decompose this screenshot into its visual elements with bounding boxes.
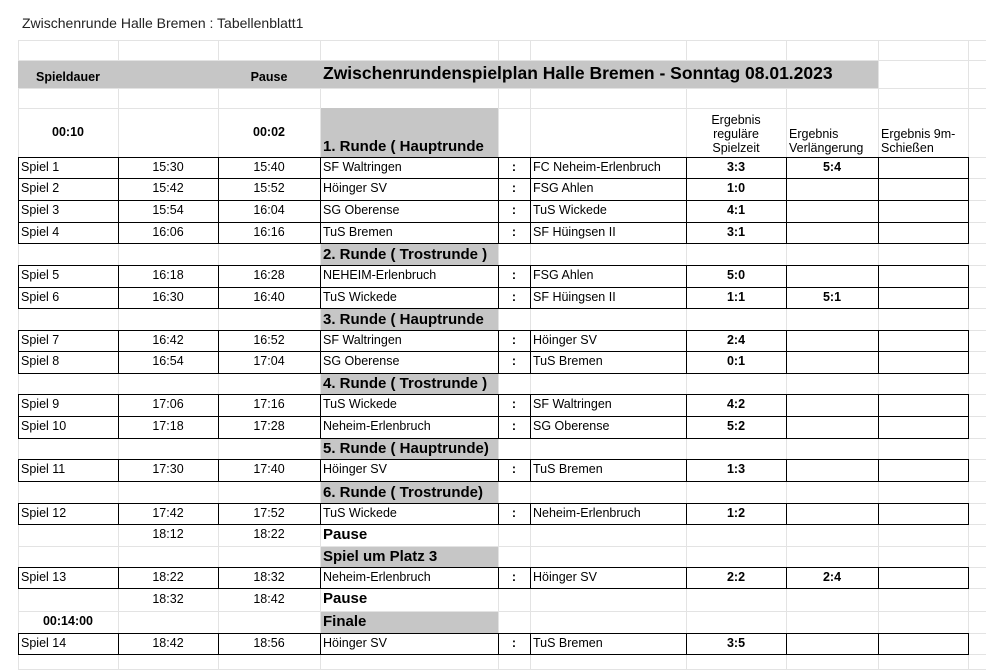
pause-start: 18:32 <box>152 591 184 606</box>
grid-line-h <box>18 40 986 41</box>
row-border-v <box>878 330 879 352</box>
spiel-label: Spiel 8 <box>21 354 60 369</box>
start-time: 17:42 <box>152 505 184 520</box>
result-extra <box>789 330 875 351</box>
vs-separator: : <box>511 268 517 283</box>
row-border-v <box>686 330 687 352</box>
row-border-v <box>530 157 531 179</box>
col-header-regular: Ergebnis reguläre Spielzeit <box>711 113 761 155</box>
row-border-v <box>118 503 119 525</box>
result-regular: 4:2 <box>726 397 746 412</box>
row-border-v <box>218 157 219 179</box>
row-border-v <box>968 459 969 482</box>
row-border-v <box>686 567 687 589</box>
vs-separator: : <box>511 181 517 196</box>
away-team: Höinger SV <box>533 332 597 347</box>
row-border-v <box>530 459 531 482</box>
document-title: Zwischenrunde Halle Bremen : Tabellenblatt1 <box>22 15 304 31</box>
row-border-v <box>118 157 119 179</box>
row-border-v <box>686 265 687 288</box>
row-border-v <box>18 287 19 309</box>
spiel-label: Spiel 9 <box>21 397 60 412</box>
spiel-label: Spiel 4 <box>21 224 60 239</box>
vs-separator: : <box>511 419 517 434</box>
row-border-v <box>18 178 19 201</box>
row-border-v <box>118 178 119 201</box>
round-title: Spiel um Platz 3 <box>323 547 438 565</box>
row-border-v <box>498 200 499 223</box>
start-time: 16:06 <box>152 224 184 239</box>
row-border-v <box>786 351 787 374</box>
row-border-v <box>530 416 531 439</box>
row-border-v <box>530 222 531 244</box>
result-extra: 5:4 <box>822 159 842 174</box>
end-time: 17:28 <box>253 419 285 434</box>
row-border-v <box>218 503 219 525</box>
vs-separator: : <box>511 224 517 239</box>
home-team: Höinger SV <box>323 181 387 196</box>
away-team: SF Waltringen <box>533 397 612 412</box>
row-border-v <box>18 567 19 589</box>
home-team: TuS Bremen <box>323 224 393 239</box>
row-border-v <box>320 503 321 525</box>
row-border-v <box>968 633 969 655</box>
result-extra: 2:4 <box>822 569 842 584</box>
row-border-v <box>686 178 687 201</box>
result-regular: 2:4 <box>726 332 746 347</box>
result-extra <box>789 633 875 654</box>
page-title: Zwischenrundenspielplan Halle Bremen - Sonntag 08.01.2023 <box>323 63 833 84</box>
result-penalty <box>881 459 965 481</box>
row-border-v <box>18 394 19 417</box>
header-spieldauer-label: Spieldauer <box>36 70 100 85</box>
row-border-v <box>686 459 687 482</box>
vs-separator: : <box>511 635 517 650</box>
row-border-v <box>498 416 499 439</box>
row-border-v <box>786 200 787 223</box>
row-border-v <box>686 222 687 244</box>
row-border-v <box>118 330 119 352</box>
vs-separator: : <box>511 505 517 520</box>
result-extra: 5:1 <box>822 289 842 304</box>
spiel-label: Spiel 11 <box>21 462 66 477</box>
start-time: 15:30 <box>152 159 184 174</box>
row-border-v <box>530 633 531 655</box>
row-border-v <box>118 265 119 288</box>
result-extra <box>789 459 875 481</box>
row-border-v <box>786 330 787 352</box>
pause-label: Pause <box>323 590 368 608</box>
row-border-v <box>498 265 499 288</box>
row-border-v <box>530 178 531 201</box>
row-border-v <box>968 222 969 244</box>
row-border-v <box>878 265 879 288</box>
row-border-v <box>320 330 321 352</box>
row-border-v <box>878 222 879 244</box>
row-border-v <box>218 287 219 309</box>
row-border-v <box>686 394 687 417</box>
home-team: Neheim-Erlenbruch <box>323 569 431 584</box>
home-team: SF Waltringen <box>323 332 402 347</box>
row-border-v <box>878 200 879 223</box>
row-border-v <box>218 178 219 201</box>
away-team: TuS Bremen <box>533 635 603 650</box>
result-regular: 1:2 <box>726 505 746 520</box>
row-border-v <box>686 351 687 374</box>
end-time: 17:40 <box>253 462 285 477</box>
result-regular: 3:3 <box>726 159 746 174</box>
row-border-v <box>118 200 119 223</box>
away-team: SF Hüingsen II <box>533 289 616 304</box>
result-penalty <box>881 265 965 287</box>
final-duration: 00:14:00 <box>42 614 94 629</box>
row-border-v <box>18 416 19 439</box>
row-border-v <box>530 330 531 352</box>
row-border-v <box>878 459 879 482</box>
home-team: Neheim-Erlenbruch <box>323 419 431 434</box>
row-border-v <box>968 178 969 201</box>
result-regular: 5:2 <box>726 419 746 434</box>
col-header-extra: Ergebnis Verlängerung <box>789 127 864 155</box>
row-border-v <box>530 265 531 288</box>
row-border-v <box>878 503 879 525</box>
row-border-v <box>498 633 499 655</box>
end-time: 15:40 <box>253 159 285 174</box>
home-team: TuS Wickede <box>323 397 397 412</box>
row-border-v <box>18 222 19 244</box>
row-border-v <box>498 503 499 525</box>
row-border-v <box>530 287 531 309</box>
row-border-v <box>530 200 531 223</box>
row-border-v <box>118 416 119 439</box>
result-penalty <box>881 351 965 373</box>
row-border-v <box>118 567 119 589</box>
result-regular: 1:0 <box>726 181 746 196</box>
row-border-v <box>878 178 879 201</box>
row-border-v <box>218 394 219 417</box>
spiel-label: Spiel 14 <box>21 635 67 650</box>
away-team: TuS Bremen <box>533 462 603 477</box>
result-regular: 1:3 <box>726 462 746 477</box>
row-border-v <box>218 265 219 288</box>
away-team: FSG Ahlen <box>533 268 594 283</box>
row-border-v <box>320 200 321 223</box>
row-border-v <box>686 200 687 223</box>
start-time: 16:42 <box>152 332 184 347</box>
row-border-v <box>878 157 879 179</box>
row-border-v <box>498 330 499 352</box>
end-time: 16:40 <box>253 289 285 304</box>
result-regular: 1:1 <box>726 289 746 304</box>
row-border-v <box>218 459 219 482</box>
home-team: SG Oberense <box>323 354 400 369</box>
start-time: 17:06 <box>152 397 184 412</box>
start-time: 17:30 <box>152 462 184 477</box>
final-title: Finale <box>323 612 367 630</box>
result-regular: 4:1 <box>726 203 746 218</box>
start-time: 17:18 <box>152 419 184 434</box>
col-header-penalty: Ergebnis 9m-Schießen <box>881 127 956 155</box>
result-penalty <box>881 567 965 588</box>
row-border-v <box>786 178 787 201</box>
spiel-label: Spiel 6 <box>21 289 60 304</box>
row-border-v <box>18 633 19 655</box>
round-title: 2. Runde ( Trostrunde ) <box>323 245 488 263</box>
row-border-v <box>320 567 321 589</box>
round-title: 5. Runde ( Hauptrunde) <box>323 439 489 457</box>
row-border-v <box>498 157 499 179</box>
row-border-v <box>498 567 499 589</box>
row-border-v <box>968 351 969 374</box>
row-border-v <box>218 633 219 655</box>
round-title: 4. Runde ( Trostrunde ) <box>323 374 488 392</box>
row-border-v <box>118 633 119 655</box>
row-border-v <box>786 222 787 244</box>
row-border-v <box>118 351 119 374</box>
result-extra <box>789 503 875 524</box>
row-border-v <box>498 222 499 244</box>
row-border-v <box>786 416 787 439</box>
row-border-v <box>118 459 119 482</box>
away-team: SF Hüingsen II <box>533 224 616 239</box>
row-border-v <box>118 394 119 417</box>
away-team: FC Neheim-Erlenbruch <box>533 159 661 174</box>
end-time: 18:32 <box>253 569 285 584</box>
home-team: NEHEIM-Erlenbruch <box>323 268 437 283</box>
result-penalty <box>881 157 965 178</box>
row-border-v <box>878 394 879 417</box>
row-border-v <box>530 567 531 589</box>
end-time: 16:28 <box>253 268 285 283</box>
row-border-v <box>878 287 879 309</box>
result-penalty <box>881 287 965 308</box>
row-border-v <box>968 503 969 525</box>
row-border-v <box>18 459 19 482</box>
result-regular: 5:0 <box>726 268 746 283</box>
row-border-v <box>320 459 321 482</box>
row-border-v <box>498 459 499 482</box>
home-team: SF Waltringen <box>323 159 402 174</box>
home-team: SG Oberense <box>323 203 400 218</box>
result-regular: 3:1 <box>726 224 746 239</box>
row-border-v <box>218 416 219 439</box>
row-border-v <box>118 222 119 244</box>
away-team: TuS Wickede <box>533 203 607 218</box>
spiel-label: Spiel 1 <box>21 159 60 174</box>
row-border-v <box>786 633 787 655</box>
result-penalty <box>881 503 965 524</box>
row-border-v <box>786 265 787 288</box>
start-time: 18:42 <box>152 635 184 650</box>
away-team: Neheim-Erlenbruch <box>533 505 641 520</box>
home-team: Höinger SV <box>323 635 387 650</box>
row-border-v <box>320 157 321 179</box>
home-team: TuS Wickede <box>323 289 397 304</box>
row-border-v <box>968 567 969 589</box>
row-border-v <box>968 265 969 288</box>
away-team: TuS Bremen <box>533 354 603 369</box>
spiel-label: Spiel 5 <box>21 268 60 283</box>
result-penalty <box>881 633 965 654</box>
start-time: 16:54 <box>152 354 184 369</box>
row-border-v <box>786 157 787 179</box>
row-border-v <box>686 633 687 655</box>
result-extra <box>789 200 875 222</box>
pause-value: 00:02 <box>253 124 285 139</box>
spieldauer-value: 00:10 <box>52 124 84 139</box>
result-penalty <box>881 416 965 438</box>
row-border-v <box>686 416 687 439</box>
row-border-v <box>968 330 969 352</box>
start-time: 18:22 <box>152 569 184 584</box>
row-border-v <box>878 416 879 439</box>
row-border-v <box>786 503 787 525</box>
home-team: Höinger SV <box>323 462 387 477</box>
start-time: 16:30 <box>152 289 184 304</box>
row-border-v <box>118 287 119 309</box>
row-border-v <box>218 351 219 374</box>
row-border-v <box>18 503 19 525</box>
pause-start: 18:12 <box>152 527 184 542</box>
row-border-v <box>320 416 321 439</box>
spiel-label: Spiel 10 <box>21 419 67 434</box>
result-extra <box>789 394 875 416</box>
end-time: 18:56 <box>253 635 285 650</box>
row-border-v <box>686 157 687 179</box>
start-time: 16:18 <box>152 268 184 283</box>
row-border-v <box>18 157 19 179</box>
vs-separator: : <box>511 159 517 174</box>
row-border-v <box>968 287 969 309</box>
row-border-v <box>218 222 219 244</box>
row-border-v <box>498 394 499 417</box>
row-border-v <box>530 503 531 525</box>
row-border-v <box>218 200 219 223</box>
row-border-v <box>968 200 969 223</box>
row-border-v <box>530 351 531 374</box>
result-extra <box>789 178 875 200</box>
vs-separator: : <box>511 354 517 369</box>
spiel-label: Spiel 2 <box>21 181 60 196</box>
home-team: TuS Wickede <box>323 505 397 520</box>
result-regular: 3:5 <box>726 635 746 650</box>
result-extra <box>789 265 875 287</box>
end-time: 16:04 <box>253 203 285 218</box>
pause-label: Pause <box>323 525 368 543</box>
row-border-v <box>320 265 321 288</box>
away-team: FSG Ahlen <box>533 181 594 196</box>
row-border-v <box>686 287 687 309</box>
row-border-v <box>786 287 787 309</box>
row-border-v <box>320 222 321 244</box>
result-extra <box>789 222 875 243</box>
row-border-v <box>968 157 969 179</box>
row-border-v <box>320 633 321 655</box>
row-border-v <box>878 567 879 589</box>
vs-separator: : <box>511 289 517 304</box>
round-title: 1. Runde ( Hauptrunde <box>323 137 484 155</box>
row-border-v <box>878 633 879 655</box>
away-team: Höinger SV <box>533 569 597 584</box>
row-border-v <box>498 178 499 201</box>
grid-line-h <box>18 88 986 89</box>
row-border-v <box>320 394 321 417</box>
spiel-label: Spiel 7 <box>21 332 60 347</box>
result-extra <box>789 416 875 438</box>
row-border-v <box>686 503 687 525</box>
pause-end: 18:22 <box>253 527 285 542</box>
end-time: 15:52 <box>253 181 285 196</box>
row-border-v <box>18 265 19 288</box>
row-border-v <box>786 567 787 589</box>
row-border-v <box>968 416 969 439</box>
row-border-v <box>530 394 531 417</box>
row-border-v <box>218 567 219 589</box>
row-border-v <box>968 394 969 417</box>
result-regular: 0:1 <box>726 354 746 369</box>
round-title: 6. Runde ( Trostrunde) <box>323 483 484 501</box>
end-time: 16:16 <box>253 224 285 239</box>
spiel-label: Spiel 13 <box>21 569 67 584</box>
result-penalty <box>881 330 965 351</box>
away-team: SG Oberense <box>533 419 610 434</box>
result-penalty <box>881 200 965 222</box>
row-border-v <box>320 351 321 374</box>
row-border-v <box>18 200 19 223</box>
spiel-label: Spiel 3 <box>21 203 60 218</box>
row-border-v <box>498 287 499 309</box>
result-penalty <box>881 178 965 200</box>
end-time: 17:04 <box>253 354 285 369</box>
vs-separator: : <box>511 569 517 584</box>
row-border-v <box>786 459 787 482</box>
row-border-v <box>218 330 219 352</box>
header-pause-label: Pause <box>250 70 288 85</box>
result-regular: 2:2 <box>726 569 746 584</box>
result-penalty <box>881 222 965 243</box>
row-border-v <box>320 287 321 309</box>
result-penalty <box>881 394 965 416</box>
row-border-v <box>320 178 321 201</box>
row-border-bottom <box>18 654 968 655</box>
row-border-v <box>786 394 787 417</box>
end-time: 17:52 <box>253 505 285 520</box>
result-extra <box>789 351 875 373</box>
row-border-v <box>878 351 879 374</box>
row-border-v <box>18 330 19 352</box>
vs-separator: : <box>511 332 517 347</box>
end-time: 17:16 <box>253 397 285 412</box>
vs-separator: : <box>511 462 517 477</box>
spiel-label: Spiel 12 <box>21 505 67 520</box>
end-time: 16:52 <box>253 332 285 347</box>
pause-end: 18:42 <box>253 591 285 606</box>
vs-separator: : <box>511 203 517 218</box>
start-time: 15:42 <box>152 181 184 196</box>
spreadsheet-grid <box>18 40 986 669</box>
row-border-v <box>498 351 499 374</box>
vs-separator: : <box>511 397 517 412</box>
row-border-v <box>18 351 19 374</box>
start-time: 15:54 <box>152 203 184 218</box>
round-title: 3. Runde ( Hauptrunde <box>323 310 484 328</box>
